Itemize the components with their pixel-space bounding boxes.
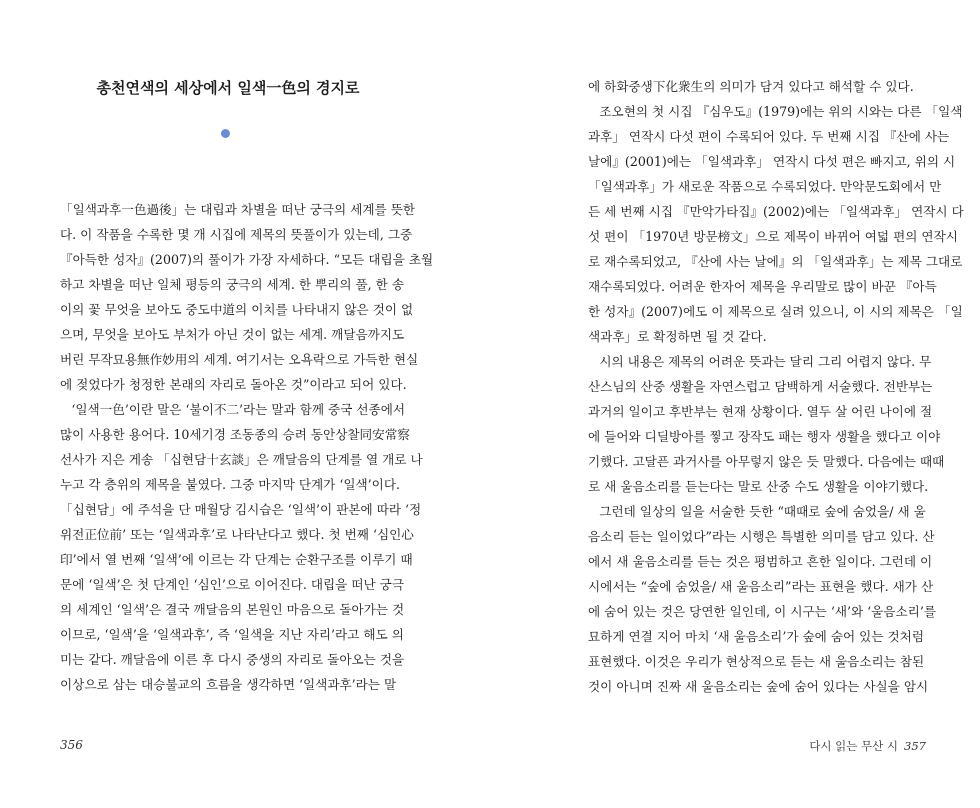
- text-line: 이상으로 삼는 대승불교의 흐름을 생각하면 ‘일색과후’라는 말: [60, 677, 397, 692]
- text-line: 과후」 연작시 다섯 편이 수록되어 있다. 두 번째 시집 『산에 사는: [588, 129, 950, 144]
- text-line: 과거의 일이고 후반부는 현재 상황이다. 열두 살 어린 나이에 절: [588, 404, 933, 419]
- page-number-right: 357: [904, 739, 926, 753]
- right-page: [490, 0, 980, 808]
- text-line: 의 세계인 ‘일색’은 결국 깨달음의 본원인 마음으로 돌아가는 것: [60, 602, 405, 617]
- text-line: 재수록되었다. 어려운 한자어 제목을 우리말로 많이 바꾼 『아득: [588, 279, 937, 294]
- text-line: 『아득한 성자』(2007)의 풀이가 가장 자세하다. “모든 대립을 초월: [60, 252, 434, 267]
- text-line: 印’에서 열 번째 ‘일색’에 이르는 각 단계는 순환구조를 이루기 때: [60, 552, 413, 567]
- text-line: 한 성자』(2007)에도 이 제목으로 실려 있으니, 이 시의 제목은 「일: [588, 304, 963, 319]
- text-line: 그런데 일상의 일을 서술한 듯한 “때때로 숲에 숨었을/ 새 울: [599, 504, 926, 519]
- text-line: 에 젖었다가 청정한 본래의 자리로 돌아온 것”이라고 되어 있다.: [60, 377, 407, 392]
- text-line: 묘하게 연결 지어 마치 ‘새 울음소리’가 숲에 숨어 있는 것처럼: [588, 629, 925, 644]
- text-line: 문에 ‘일색’은 첫 단계인 ‘심인’으로 이어진다. 대립을 떠난 궁극: [60, 577, 405, 592]
- text-line: 많이 사용한 용어다. 10세기경 조동종의 승려 동안상찰同安常察: [60, 427, 410, 442]
- page-number-left: 356: [60, 738, 83, 752]
- text-line: 미는 같다. 깨달음에 이른 후 다시 중생의 자리로 돌아오는 것을: [60, 652, 405, 667]
- text-line: 든 세 번째 시집 『만악가타집』(2002)에는 「일색과후」 연작시 다: [588, 204, 964, 219]
- text-line: 버린 무작묘용無作妙用의 세계. 여기서는 오욕락으로 가득한 현실: [60, 352, 419, 367]
- text-line: 에 들어와 디딜방아를 찧고 장작도 패는 행자 생활을 했다고 이야: [588, 429, 941, 444]
- running-head: 다시 읽는 무산 시: [809, 739, 899, 753]
- text-line: 누고 각 층위의 제목을 붙였다. 그중 마지막 단계가 ‘일색’이다.: [60, 477, 401, 492]
- text-line: 섯 편이 「1970년 방문榜文」으로 제목이 바뀌어 여덟 편의 연작시: [588, 229, 958, 244]
- text-line: 「십현담」에 주석을 단 매월당 김시습은 ‘일색’이 판본에 따라 ‘정: [60, 502, 422, 517]
- text-line: 표현했다. 이것은 우리가 현상적으로 듣는 새 울음소리는 참된: [588, 654, 925, 669]
- text-line: 으며, 무엇을 보아도 부처가 아닌 것이 없는 세계. 깨달음까지도: [60, 327, 405, 342]
- text-line: 하고 차별을 떠난 일체 평등의 궁극의 세계. 한 뿌리의 풀, 한 송: [60, 277, 405, 292]
- text-line: 「일색과후一色過後」는 대립과 차별을 떠난 궁극의 세계를 뜻한: [60, 202, 416, 217]
- text-line: 시에서는 “숲에 숨었을/ 새 울음소리”라는 표현을 했다. 새가 산: [588, 579, 934, 594]
- bullet-ornament: [221, 129, 230, 138]
- right-body-text: [588, 74, 964, 699]
- text-line: 산스님의 산중 생활을 자연스럽고 담백하게 서술했다. 전반부는: [588, 379, 933, 394]
- text-line: 에 하화중생下化衆生의 의미가 담겨 있다고 해석할 수 있다.: [588, 79, 914, 94]
- text-line: 다. 이 작품을 수록한 몇 개 시집에 제목의 뜻풀이가 있는데, 그중: [60, 227, 413, 242]
- text-line: ‘일색一色’이란 말은 ‘불이不二’라는 말과 함께 중국 선종에서: [71, 402, 406, 417]
- running-footer: [809, 738, 926, 754]
- text-line: 선사가 지은 게송 「십현담十玄談」은 깨달음의 단계를 열 개로 나: [60, 452, 423, 467]
- text-line: 기했다. 고달픈 과거사를 아무렇지 않은 듯 말했다. 다음에는 때때: [588, 454, 945, 469]
- left-body-text: [60, 197, 434, 697]
- text-line: 에서 새 울음소리를 듣는 것은 평범하고 흔한 일이다. 그런데 이: [588, 554, 933, 569]
- text-line: 시의 내용은 제목의 어려운 뜻과는 달리 그리 어렵지 않다. 무: [599, 354, 932, 369]
- section-heading: 총천연색의 세상에서 일색一色의 경지로: [96, 79, 360, 97]
- text-line: 「일색과후」가 새로운 작품으로 수록되었다. 만악문도회에서 만: [588, 179, 942, 194]
- text-line: 로 재수록되었고, 『산에 사는 날에』의 「일색과후」는 제목 그대로: [588, 254, 963, 269]
- text-line: 이므로, ‘일색’을 ‘일색과후’, 즉 ‘일색을 지난 자리’라고 해도 의: [60, 627, 404, 642]
- text-line: 날에』(2001)에는 「일색과후」 연작시 다섯 편은 빠지고, 위의 시: [588, 154, 956, 169]
- text-line: 색과후」로 확정하면 될 것 같다.: [588, 329, 767, 344]
- text-line: 것이 아니며 진짜 새 울음소리는 숲에 숨어 있다는 사실을 암시: [588, 679, 929, 694]
- text-line: 이의 꽃 무엇을 보아도 중도中道의 이치를 나타내지 않은 것이 없: [60, 302, 414, 317]
- text-line: 음소리 듣는 일이었다”라는 시행은 특별한 의미를 담고 있다. 산: [588, 529, 935, 544]
- text-line: 로 새 울음소리를 듣는다는 말로 산중 수도 생활을 이야기했다.: [588, 479, 929, 494]
- text-line: 조오현의 첫 시집 『심우도』(1979)에는 위의 시와는 다른 「일색: [599, 104, 963, 119]
- text-line: 에 숨어 있는 것은 당연한 일인데, 이 시구는 ‘새’와 ‘울음소리’를: [588, 604, 937, 619]
- text-line: 위전正位前’ 또는 ‘일색과후’로 나타난다고 했다. 첫 번째 ‘심인心: [60, 527, 414, 542]
